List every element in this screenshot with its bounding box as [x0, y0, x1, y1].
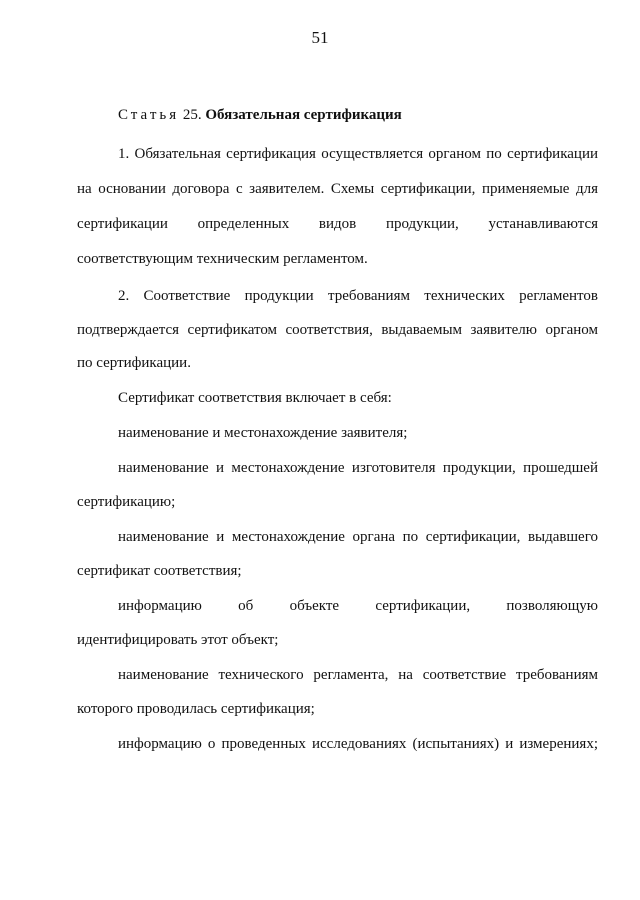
paragraph-line: 1. Обязательная сертификация осуществляется органом по сертификации — [118, 146, 598, 162]
list-item: информацию об объекте сертификации, позволяющую — [118, 598, 598, 614]
list-item-continuation: сертификат соответствия; — [77, 563, 242, 579]
list-item-continuation: идентифицировать этот объект; — [77, 632, 279, 648]
paragraph-line: сертификации определенных видов продукции, устанавливаются — [77, 216, 598, 232]
article-heading — [118, 105, 402, 125]
list-item-continuation: сертификацию; — [77, 494, 176, 510]
paragraph-line: подтверждается сертификатом соответствия, выдаваемым заявителю органом — [77, 322, 598, 338]
paragraph-line: по сертификации. — [77, 355, 191, 371]
article-title: Обязательная сертификация — [205, 107, 402, 123]
list-item: наименование и местонахождение заявителя; — [118, 425, 408, 441]
paragraph-line: Сертификат соответствия включает в себя: — [118, 390, 392, 406]
article-number: 25. — [182, 107, 202, 123]
list-item: наименование и местонахождение изготовителя продукции, прошедшей — [118, 460, 598, 476]
list-item: наименование технического регламента, на соответствие требованиям — [118, 667, 598, 683]
page-number: 51 — [311, 28, 329, 47]
paragraph-line: на основании договора с заявителем. Схемы сертификации, применяемые для — [77, 181, 598, 197]
paragraph-line: 2. Соответствие продукции требованиям технических регламентов — [118, 288, 598, 304]
list-item: информацию о проведенных исследованиях (испытаниях) и измерениях; — [118, 736, 598, 752]
list-item: наименование и местонахождение органа по сертификации, выдавшего — [118, 529, 598, 545]
list-item-continuation: которого проводилась сертификация; — [77, 701, 315, 717]
paragraph-line: соответствующим техническим регламентом. — [77, 251, 368, 267]
article-prefix: Статья — [118, 107, 180, 123]
